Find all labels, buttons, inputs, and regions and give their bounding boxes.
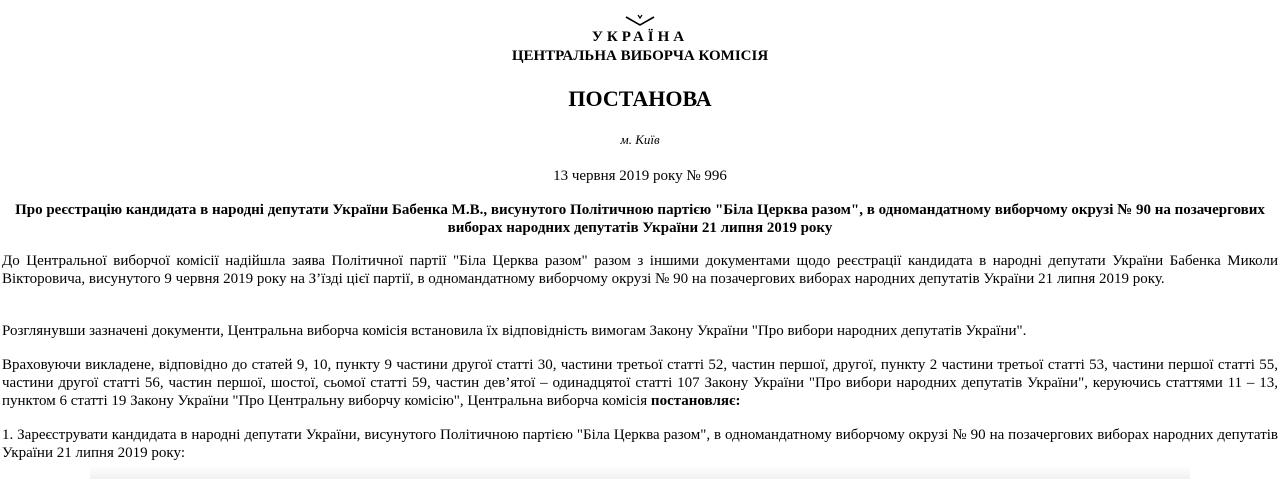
bottom-fade-divider xyxy=(90,466,1190,479)
resolution-subject: Про реєстрацію кандидата в народні депутати України Бабенка М.В., висунутого Політичною партією "Біла Церква разом", в одномандатному виборчому окрузі № 90 на позачергових виборах народних депутатів України 21 липня 2019 року xyxy=(15,202,1265,236)
country-heading: УКРАЇНА xyxy=(591,29,689,45)
paragraph-legal-basis xyxy=(2,356,1278,410)
resolves-keyword: постановляє: xyxy=(650,393,741,409)
date-number-line: 13 червня 2019 року № 996 xyxy=(553,168,727,184)
paragraph-application: До Центральної виборчої комісії надійшла заява Політичної партії "Біла Церква разом" разом з іншими документами щодо реєстрації кандидата в народні депутати України Бабенка Миколи Вікторовича, висунутого 9 червня 2019 року на З’їзді цієї партії, в одномандатному виборчому окрузі № 90 на позачергових виборах народних депутатів України 21 липня 2019 року. xyxy=(2,253,1278,287)
commission-heading: ЦЕНТРАЛЬНА ВИБОРЧА КОМІСІЯ xyxy=(511,48,769,64)
paragraph-item-1: 1. Зареєструвати кандидата в народні депутати України, висунутого Політичною партією "Біла Церква разом", в одномандатному виборчому окрузі № 90 на позачергових виборах народних депутатів України 21 липня 2019 року: xyxy=(2,427,1278,461)
paragraph-review: Розглянувши зазначені документи, Центральна виборча комісія встановила їх відповідність вимогам Закону України "Про вибори народних депутатів України". xyxy=(2,323,1027,339)
legal-basis-text: Враховуючи викладене, відповідно до статей 9, 10, пункту 9 частини другої статті 30, частини третьої статті 52, частин першої, другої, пункту 2 частини третьої статті 53, частини першої статті 55, частини другої статті 56, частин першої, шостої, сьомої статті 59, частин дев’ятої – одинадцятої статті 107 Закону України "Про вибори народних депутатів України", керуючись статтями 11 – 13, пунктом 6 статті 19 Закону України "Про Центральну виборчу комісію", Центральна виборча комісія xyxy=(2,357,1278,409)
trident-emblem-icon xyxy=(620,14,660,28)
document-type-title: ПОСТАНОВА xyxy=(568,86,712,111)
city-line: м. Київ xyxy=(620,132,660,147)
